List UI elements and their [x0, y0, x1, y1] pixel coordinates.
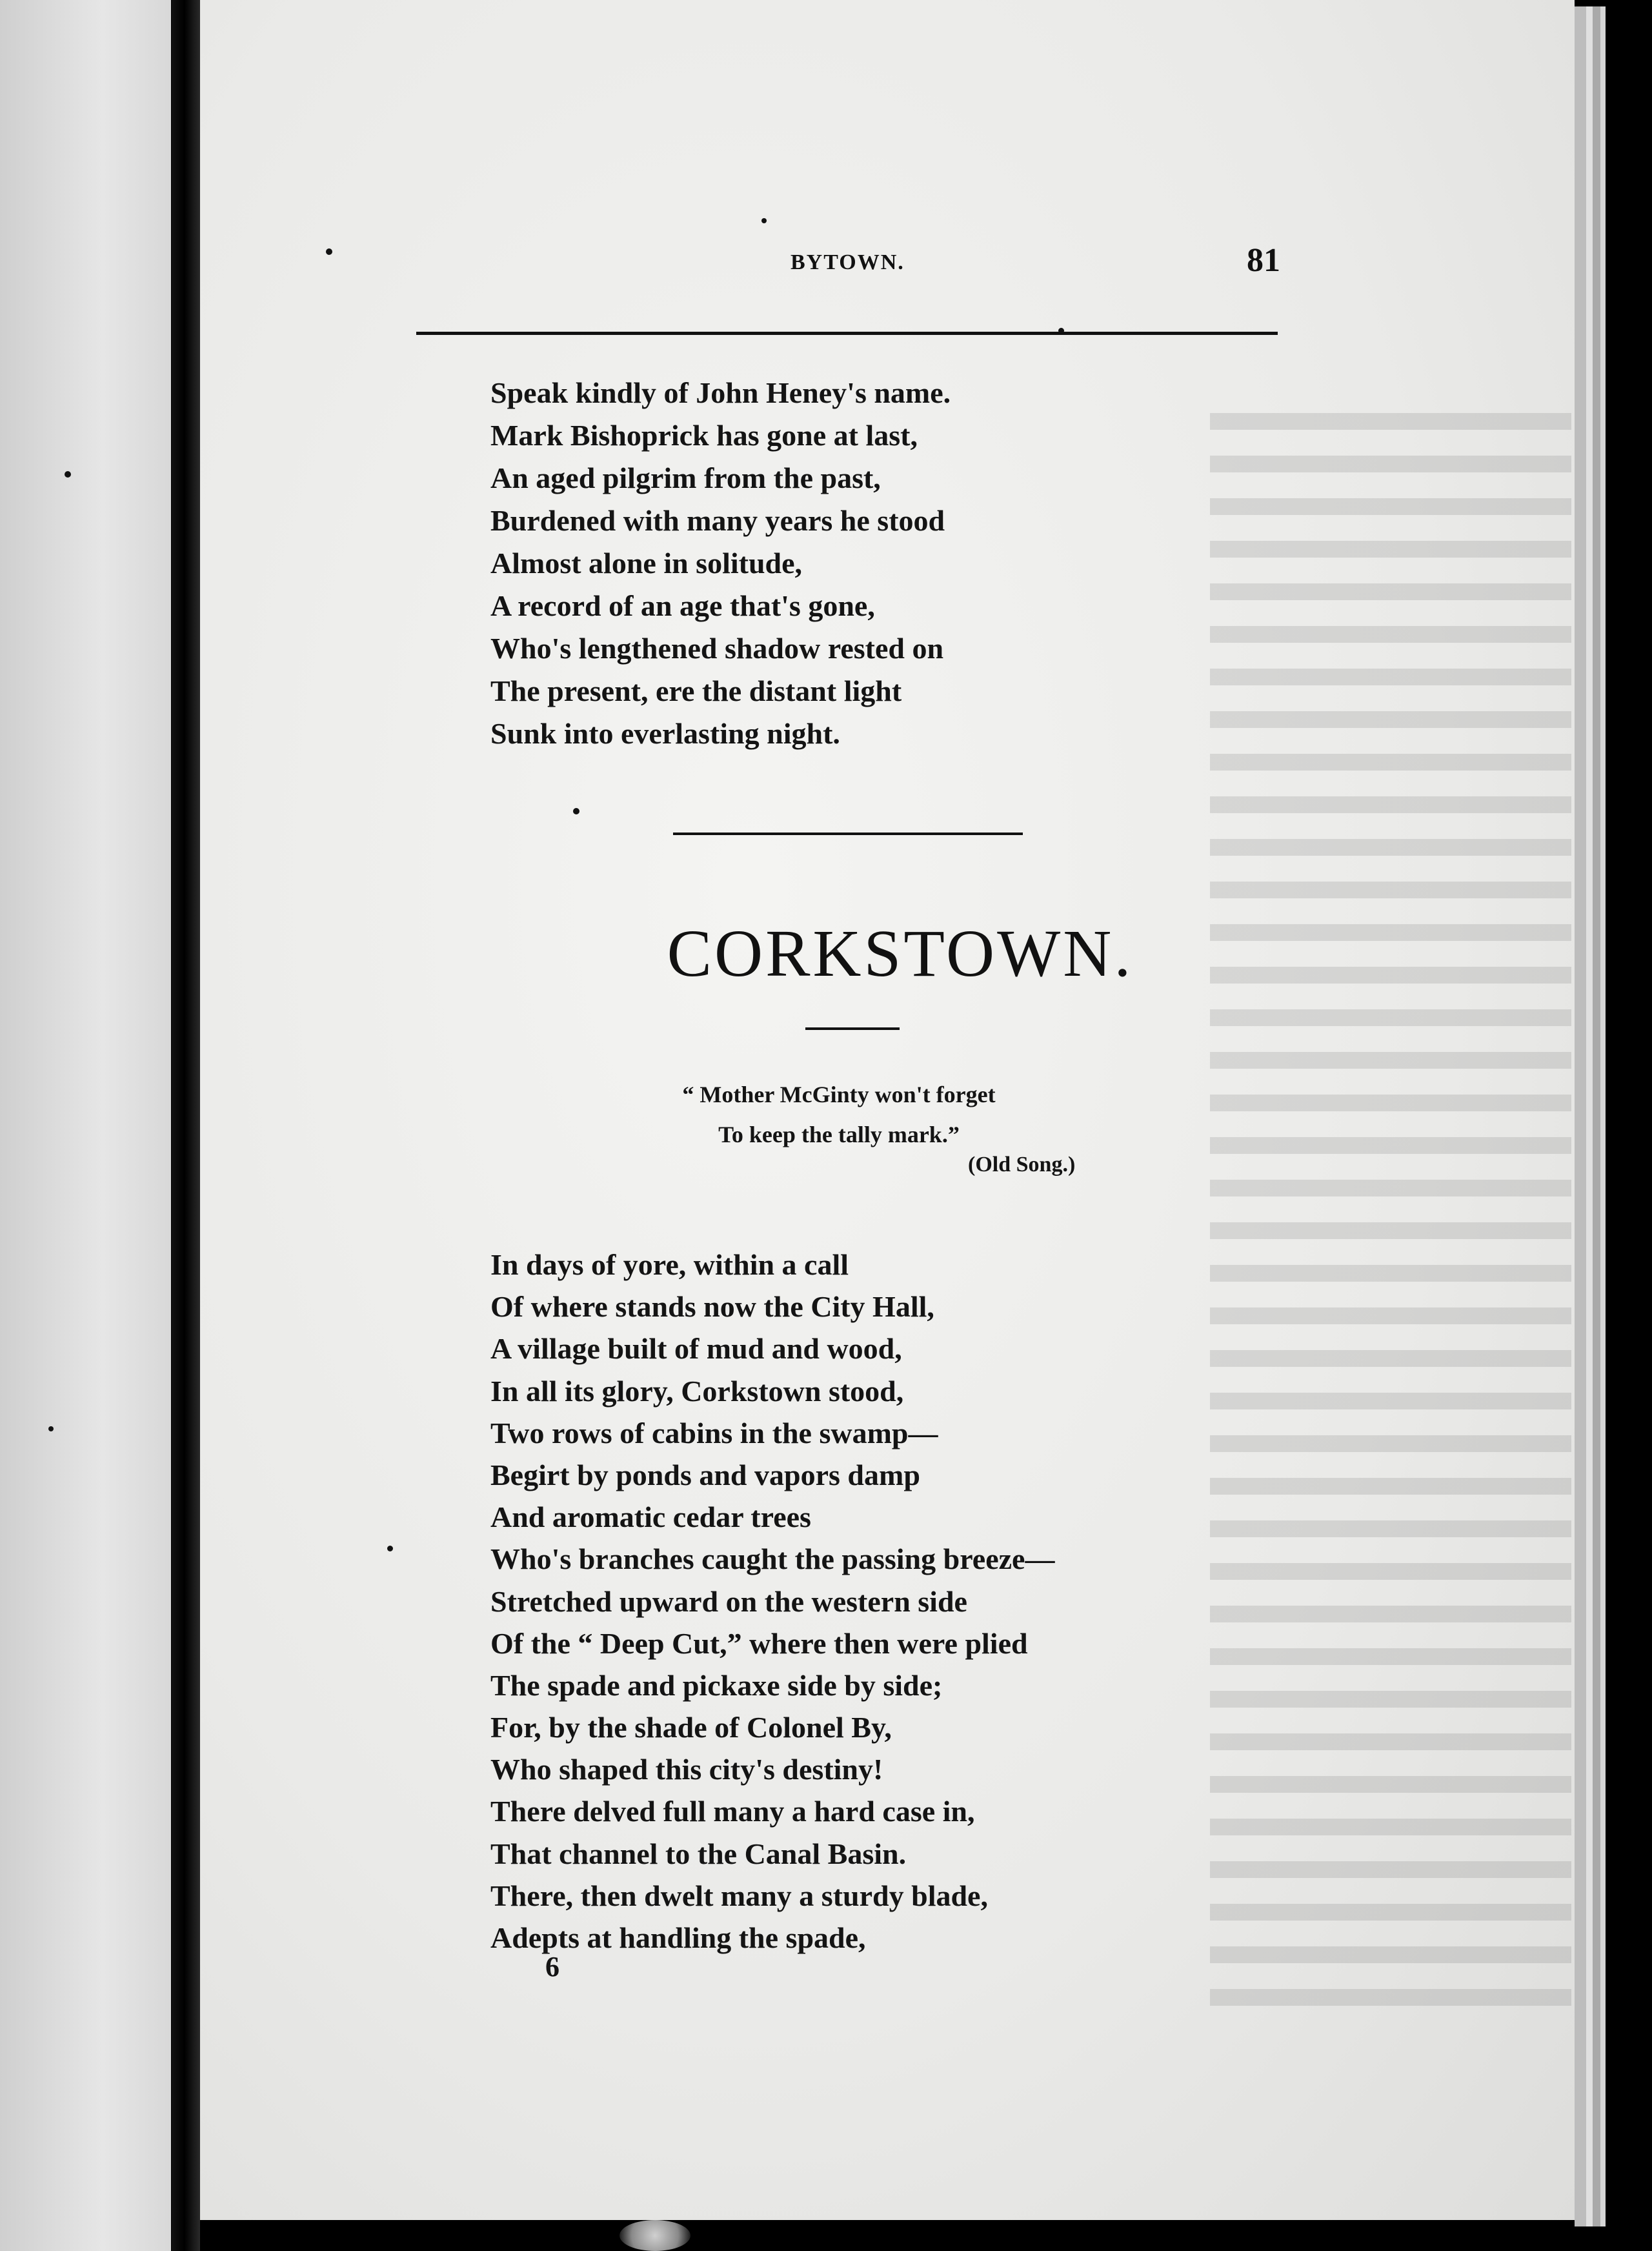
verse-line: An aged pilgrim from the past, [490, 461, 881, 494]
verse-line: That channel to the Canal Basin. [490, 1837, 907, 1870]
verse-line: The spade and pickaxe side by side; [490, 1668, 943, 1702]
header-rule [416, 332, 1278, 335]
ink-speck [761, 218, 767, 223]
page-number: 81 [1247, 242, 1280, 279]
verse-line: Mark Bishoprick has gone at last, [490, 419, 918, 452]
ink-speck [1058, 328, 1064, 334]
ink-speck [65, 471, 71, 478]
show-through-text [1210, 413, 1571, 2014]
verse-line: Two rows of cabins in the swamp— [490, 1416, 938, 1449]
verse-line: A village built of mud and wood, [490, 1332, 902, 1366]
verse-line: A record of an age that's gone, [490, 589, 875, 622]
verse-line: Of where stands now the City Hall, [490, 1290, 934, 1324]
ink-speck [387, 1546, 393, 1551]
verse-line: Adepts at handling the spade, [490, 1921, 866, 1954]
running-head: BYTOWN. [791, 250, 905, 274]
verse-line: Of the “ Deep Cut,” where then were plied [490, 1626, 1028, 1660]
verse-line: Who shaped this city's destiny! [490, 1753, 883, 1786]
verse-line: In all its glory, Corkstown stood, [490, 1374, 904, 1408]
verse-line: Who's lengthened shadow rested on [490, 632, 944, 665]
ink-speck [573, 808, 579, 814]
verse-line: For, by the shade of Colonel By, [490, 1711, 892, 1744]
verse-line: The present, ere the distant light [490, 674, 902, 707]
verse-line: Speak kindly of John Heney's name. [490, 376, 951, 409]
verse-line: Burdened with many years he stood [490, 504, 945, 537]
ink-speck [326, 248, 332, 255]
verse-block-top [490, 372, 951, 755]
section-divider [673, 833, 1023, 835]
ink-speck [48, 1426, 54, 1431]
verse-line: In days of yore, within a call [490, 1248, 849, 1281]
verse-line: Who's branches caught the passing breeze— [490, 1542, 1055, 1576]
epigraph-line: “ Mother McGinty won't forget [682, 1082, 996, 1107]
previous-page-edge [0, 0, 171, 2251]
verse-line: There, then dwelt many a sturdy blade, [490, 1879, 988, 1912]
page-edge-stack [1575, 6, 1586, 2226]
page-edge-stack [1593, 6, 1600, 2226]
signature-mark: 6 [545, 1951, 559, 1983]
page-edge-stack [1586, 6, 1593, 2226]
verse-line: Almost alone in solitude, [490, 547, 803, 580]
verse-block-corkstown [490, 1244, 1054, 1959]
verse-line: Begirt by ponds and vapors damp [490, 1458, 920, 1491]
epigraph [594, 1075, 1084, 1155]
epigraph-line: To keep the tally mark.” [718, 1122, 960, 1147]
verse-line: Sunk into everlasting night. [490, 717, 840, 750]
verse-line: There delved full many a hard case in, [490, 1795, 975, 1828]
title-rule [805, 1027, 900, 1030]
scan-artifact [620, 2220, 690, 2251]
verse-line: Stretched upward on the western side [490, 1584, 967, 1618]
verse-line: And aromatic cedar trees [490, 1500, 811, 1534]
epigraph-attribution: (Old Song.) [968, 1153, 1076, 1176]
page-edge-stack [1600, 6, 1606, 2226]
poem-title: CORKSTOWN. [667, 916, 1134, 991]
book-gutter [172, 0, 200, 2251]
